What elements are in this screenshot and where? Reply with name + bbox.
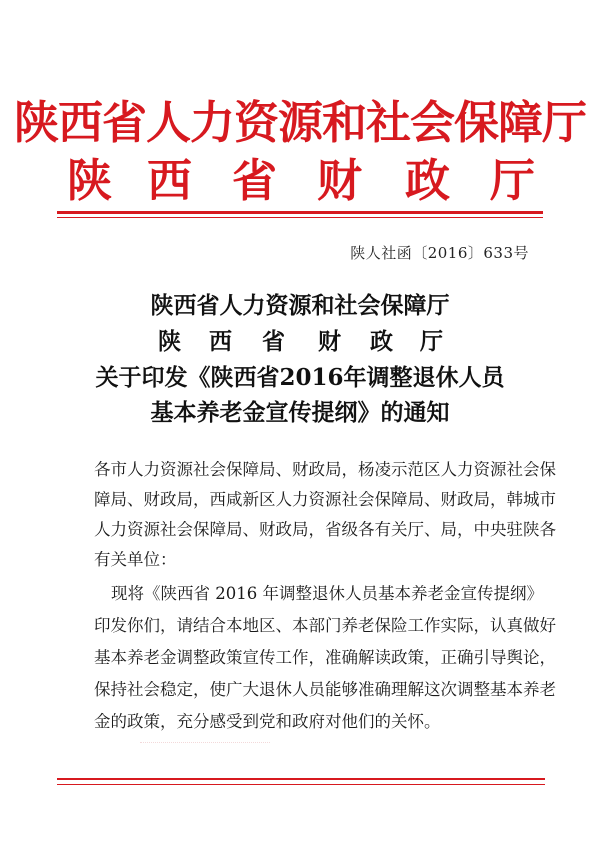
- body-line: 保持社会稳定，使广大退休人员能够准确理解这次调整基本养老: [94, 680, 556, 699]
- issuer-char: 政: [405, 154, 451, 207]
- title-char: 陕: [158, 328, 181, 355]
- title-char: 西: [209, 328, 232, 355]
- header-divider-thin: [57, 217, 543, 218]
- body-line: 各市人力资源社会保障局、财政局，杨凌示范区人力资源社会保: [94, 460, 556, 479]
- issuer-name-line-1: 陕西省人力资源和社会保障厅: [13, 96, 586, 149]
- body-line: 基本养老金调整政策宣传工作，准确解读政策，正确引导舆论，: [94, 648, 556, 667]
- body-line: 有关单位：: [94, 550, 177, 569]
- title-char: 财: [318, 328, 341, 355]
- faint-bleed-mark: [140, 742, 270, 755]
- body-line: 金的政策，充分感受到党和政府对他们的关怀。: [94, 712, 441, 731]
- title-char: 政: [370, 328, 393, 355]
- title-line-4: 基本养老金宣传提纲》的通知: [150, 399, 450, 426]
- issuer-char: 财: [317, 154, 363, 207]
- title-char: 省: [262, 328, 285, 355]
- document-number: 陕人社函〔2016〕633号: [350, 244, 529, 262]
- title-char: 厅: [420, 328, 443, 355]
- body-line: 人力资源社会保障局、财政局，省级各有关厅、局，中央驻陕各: [94, 520, 556, 539]
- title-line-3: 关于印发《陕西省2016年调整退休人员: [95, 364, 505, 391]
- body-line: 障局、财政局，西咸新区人力资源社会保障局、财政局，韩城市: [94, 490, 556, 509]
- body-line: 现将《陕西省 2016 年调整退休人员基本养老金宣传提纲》: [111, 584, 543, 603]
- footer-divider-thick: [57, 778, 545, 780]
- issuer-char: 西: [147, 154, 193, 207]
- body-line: 印发你们，请结合本地区、本部门养老保险工作实际，认真做好: [94, 616, 556, 635]
- footer-divider-thin: [57, 784, 545, 785]
- issuer-char: 陕: [67, 154, 113, 207]
- issuer-char: 厅: [490, 154, 536, 207]
- title-line-1: 陕西省人力资源和社会保障厅: [150, 292, 450, 319]
- header-divider-thick: [57, 211, 543, 214]
- issuer-char: 省: [232, 154, 278, 207]
